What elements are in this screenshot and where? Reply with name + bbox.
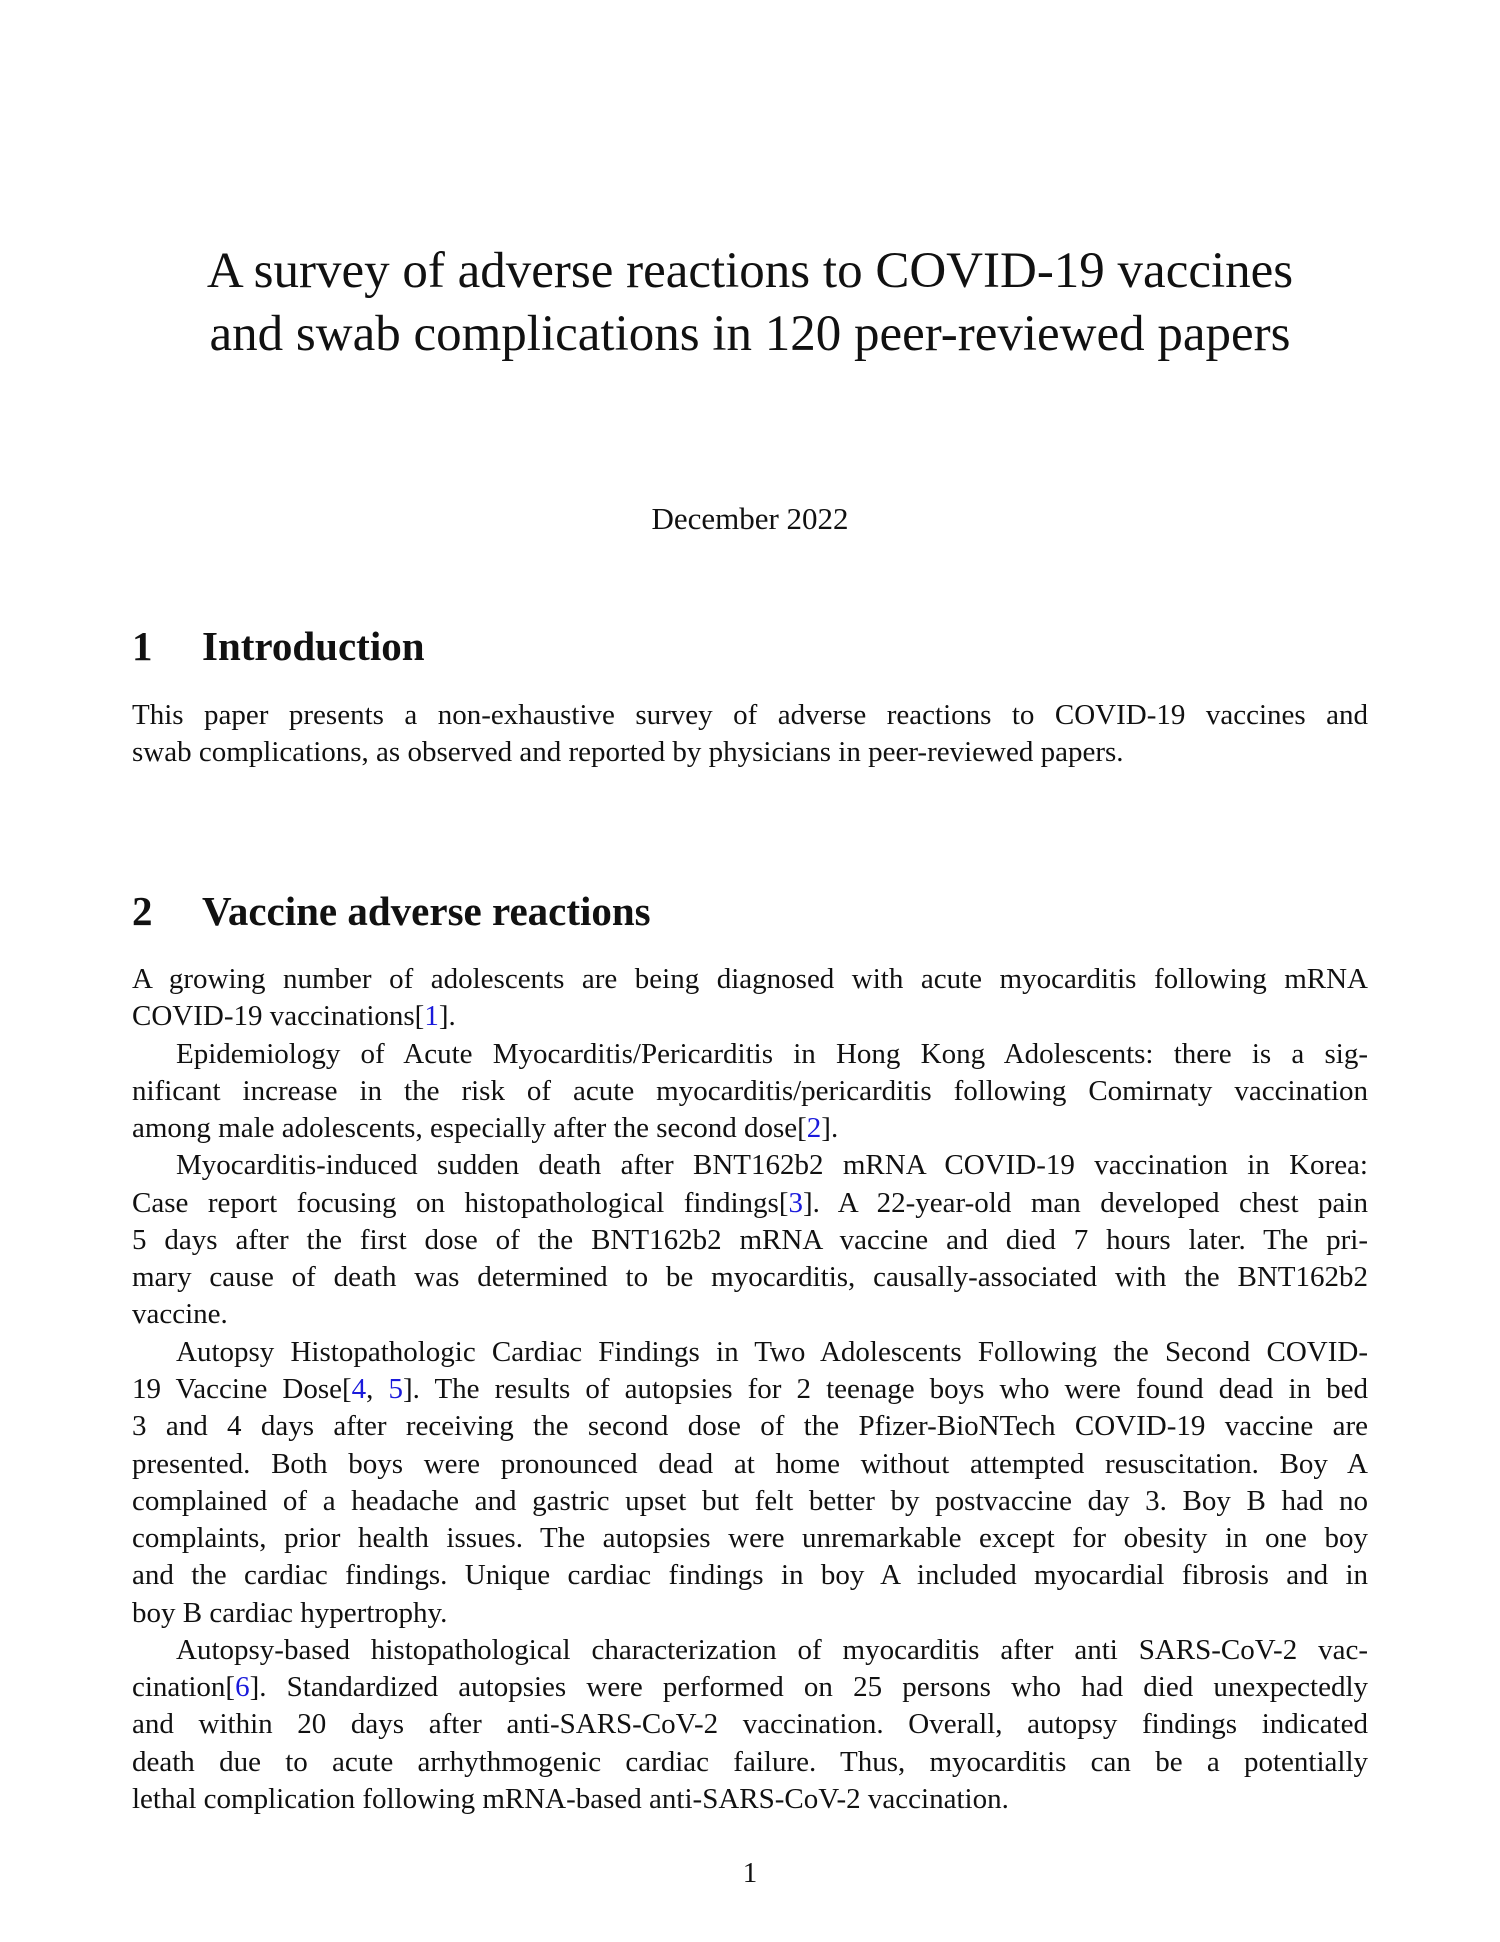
body-text-line bbox=[132, 1484, 1368, 1517]
citation-link[interactable]: 2 bbox=[806, 1112, 822, 1145]
paper-title-line-1: A survey of adverse reactions to COVID-19 vaccines bbox=[206, 243, 1294, 299]
text-run: vaccine. bbox=[132, 1298, 228, 1331]
body-text-line bbox=[132, 1673, 1368, 1702]
body-text-line bbox=[132, 1745, 1368, 1778]
body-text-line bbox=[132, 1074, 1368, 1107]
text-run: A growing number of adolescents are being diagnosed with acute myocarditis following mRNA bbox=[132, 963, 1368, 995]
paper-title-line-2: and swab complications in 120 peer-reviewed papers bbox=[209, 306, 1291, 362]
body-text-line bbox=[132, 1300, 1368, 1329]
text-run: complained of a headache and gastric upset but felt better by postvaccine day 3. Boy B had no bbox=[132, 1484, 1368, 1517]
body-text-line bbox=[132, 965, 1368, 994]
section-title: Vaccine adverse reactions bbox=[202, 888, 651, 934]
text-run: Epidemiology of Acute Myocarditis/Pericarditis in Hong Kong Adolescents: there is a sig- bbox=[176, 1037, 1368, 1070]
text-run: swab complications, as observed and reported by physicians in peer-reviewed papers. bbox=[132, 736, 1124, 768]
body-text-line bbox=[132, 1186, 1368, 1219]
text-run: and within 20 days after anti-SARS-CoV-2 vaccination. Overall, autopsy findings indicated bbox=[132, 1708, 1368, 1741]
citation-link[interactable]: 4 bbox=[351, 1372, 367, 1405]
citation-link[interactable]: 6 bbox=[235, 1671, 250, 1704]
body-text-line bbox=[132, 1412, 1368, 1441]
text-run: lethal complication following mRNA-based anti-SARS-CoV-2 vaccination. bbox=[132, 1782, 1009, 1815]
body-text-line bbox=[132, 1561, 1368, 1590]
body-text-line bbox=[132, 701, 1368, 730]
text-run: 19 Vaccine Dose[ bbox=[132, 1372, 352, 1405]
text-run: ]. bbox=[821, 1112, 839, 1145]
citation-link[interactable]: 3 bbox=[788, 1186, 803, 1219]
body-text-line bbox=[132, 1151, 1368, 1180]
text-run: Case report focusing on histopathological findings[ bbox=[132, 1186, 789, 1219]
text-run: Autopsy-based histopathological characterization of myocarditis after anti SARS-CoV-2 vac- bbox=[176, 1633, 1368, 1666]
text-run: ]. Standardized autopsies were performed on 25 persons who had died unexpectedly bbox=[249, 1671, 1368, 1704]
body-text-line bbox=[132, 1633, 1368, 1666]
text-run: cination[ bbox=[132, 1671, 236, 1704]
citation-link[interactable]: 1 bbox=[424, 1000, 439, 1033]
text-run: and the cardiac findings. Unique cardiac findings in boy A included myocardial fibrosis and in bbox=[132, 1559, 1368, 1592]
text-run: ]. The results of autopsies for 2 teenage boys who were found dead in bed bbox=[402, 1372, 1369, 1405]
body-text-line bbox=[132, 1372, 1369, 1405]
text-run: death due to acute arrhythmogenic cardiac failure. Thus, myocarditis can be a potentially bbox=[132, 1745, 1368, 1778]
text-run: complaints, prior health issues. The autopsies were unremarkable except for obesity in one boy bbox=[132, 1522, 1368, 1555]
text-run: ]. A 22-year-old man developed chest pain bbox=[802, 1186, 1368, 1219]
text-run: ]. bbox=[438, 1000, 456, 1033]
section-number: 2 bbox=[132, 888, 153, 934]
section-number: 1 bbox=[132, 623, 153, 669]
text-run: COVID-19 vaccinations[ bbox=[132, 1000, 425, 1033]
body-text-line bbox=[132, 1002, 1368, 1031]
body-text-line bbox=[132, 1596, 1368, 1629]
body-text-line bbox=[132, 1524, 1368, 1553]
citation-link[interactable]: 5 bbox=[388, 1372, 403, 1405]
body-text-line bbox=[132, 1037, 1368, 1070]
text-run: mary cause of death was determined to be myocarditis, causally-associated with the BNT162b2 bbox=[132, 1261, 1368, 1294]
page-number: 1 bbox=[742, 1857, 758, 1889]
body-text-line bbox=[132, 1710, 1368, 1739]
body-text-line bbox=[132, 1782, 1368, 1815]
text-run: presented. Both boys were pronounced dead at home without attempted resuscitation. Boy A bbox=[132, 1447, 1368, 1480]
body-text-line bbox=[132, 1335, 1368, 1368]
text-run: nificant increase in the risk of acute myocarditis/pericarditis following Comirnaty vaccination bbox=[132, 1074, 1368, 1107]
text-run: 5 days after the first dose of the BNT162b2 mRNA vaccine and died 7 hours later. The pri- bbox=[132, 1223, 1368, 1256]
section-heading-vaccine-adverse-reactions bbox=[132, 888, 651, 934]
body-text-line bbox=[132, 1114, 1368, 1143]
section-heading-introduction bbox=[132, 623, 425, 669]
section-title: Introduction bbox=[202, 623, 425, 669]
body-text-line bbox=[132, 1223, 1368, 1256]
text-run: , bbox=[366, 1372, 389, 1405]
text-run: among male adolescents, especially after the second dose[ bbox=[132, 1112, 807, 1145]
text-run: boy B cardiac hypertrophy. bbox=[132, 1596, 448, 1629]
paper-date: December 2022 bbox=[651, 501, 849, 536]
text-run: 3 and 4 days after receiving the second dose of the Pfizer-BioNTech COVID-19 vaccine are bbox=[132, 1410, 1368, 1443]
body-text-line bbox=[132, 738, 1368, 767]
text-run: This paper presents a non-exhaustive survey of adverse reactions to COVID-19 vaccines and bbox=[132, 699, 1368, 731]
text-run: Myocarditis-induced sudden death after BNT162b2 mRNA COVID-19 vaccination in Korea: bbox=[176, 1149, 1368, 1182]
body-text-line bbox=[132, 1263, 1368, 1292]
body-text-line bbox=[132, 1447, 1368, 1480]
text-run: Autopsy Histopathologic Cardiac Findings in Two Adolescents Following the Second COVID- bbox=[176, 1335, 1368, 1368]
